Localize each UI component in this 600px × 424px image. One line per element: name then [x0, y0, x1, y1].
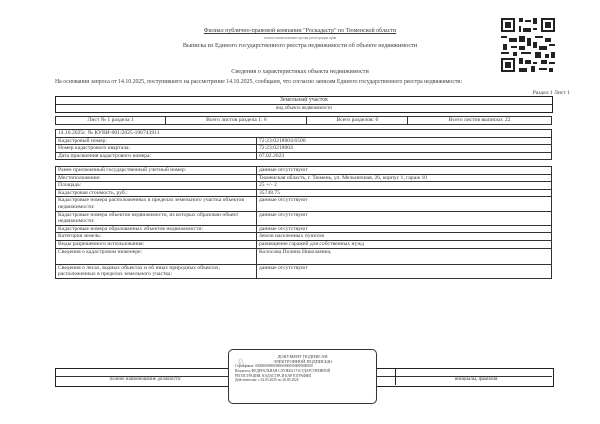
field-label: Кадастровая стоимость, руб.: [56, 189, 257, 197]
field-value: данные отсутствуют [257, 211, 552, 225]
field-value: Колосова Полина Николаевна, [257, 248, 552, 264]
field-label: Номер кадастрового квартала: [56, 145, 257, 153]
stamp-title: ДОКУМЕНТ ПОДПИСАН [277, 354, 328, 359]
table-row [56, 152, 552, 160]
stamp-certificate: Сертификат: 00000000000000000000000000000000 [235, 364, 313, 369]
electronic-signature-stamp [228, 349, 377, 404]
field-label: Кадастровые номера образованных объектов недвижимости: [56, 225, 257, 233]
table-row [56, 145, 552, 153]
sections-total: Всего разделов: 6 [307, 117, 408, 125]
table-row [56, 137, 552, 145]
field-value: 25 +/- 2 [257, 182, 552, 190]
organization-caption: полное наименование органа регистрации прав [263, 36, 337, 40]
sheets-table [55, 116, 552, 125]
field-label: Виды разрешенного использования: [56, 240, 257, 248]
sheet-number: Лист № 1 раздела 1 [56, 117, 166, 125]
field-value: данные отсутствуют [257, 225, 552, 233]
request-basis: На основании запроса от 14.10.2025, поступившего на рассмотрение 14.10.2025, сообщаем, что согласно записям Единого государственного реестра недвижимости: [55, 79, 463, 85]
qr-code-icon [499, 16, 557, 74]
table-row [56, 167, 552, 175]
sheets-in-section: Всего листов раздела 1: 6 [166, 117, 307, 125]
field-label: Категория земель: [56, 233, 257, 241]
field-label: Сведения о лесах, водных объектах и об иных природных объектах, расположенных в пределах земельного участка: [56, 264, 257, 278]
emblem-icon: ♘ [237, 357, 246, 367]
field-label: Дата присвоения кадастрового номера: [56, 152, 257, 160]
field-label: Кадастровые номера расположенных в пределах земельного участка объектов недвижимости: [56, 197, 257, 211]
details-table [55, 166, 552, 279]
field-label: Кадастровый номер: [56, 137, 257, 145]
field-label: Местоположение: [56, 174, 257, 182]
sheets-total: Всего листов выписки: 22 [408, 117, 552, 125]
extract-title: Выписка из Единого государственного реестра недвижимости об объекте недвижимости [182, 42, 418, 49]
table-row [56, 240, 552, 248]
object-type-box [55, 96, 553, 113]
field-label: Ранее присвоенный государственный учетный номер: [56, 167, 257, 175]
stamp-title-2: ЭЛЕКТРОННОЙ ПОДПИСЬЮ [273, 359, 332, 365]
table-row [56, 197, 552, 211]
table-row [56, 233, 552, 241]
object-type-caption: вид объекта недвижимости [56, 104, 552, 112]
table-row [56, 174, 552, 182]
field-value: 72:23:0218004 [257, 145, 552, 153]
object-type: Земельный участок [280, 97, 328, 103]
section-label: Раздел 1 Лист 1 [532, 90, 570, 96]
organization-name: Филиал публично-правовой компании "Роскадастр" по Тюменской области [203, 28, 397, 34]
field-value: 35748.75 [257, 189, 552, 197]
stamp-validity: Действителен: с 02.03.2025 по 26.05.2026 [235, 378, 299, 383]
field-label: Сведения о кадастровом инженере: [56, 248, 257, 264]
signature-column-divider [395, 368, 396, 385]
name-caption: инициалы, фамилия [454, 377, 498, 382]
document-subtitle: Сведения о характеристиках объекта недвижимости [231, 68, 369, 75]
position-caption: полное наименование должности [109, 377, 181, 382]
stamp-owner: Владелец: ФЕДЕРАЛЬНАЯ СЛУЖБА ГОСУДАРСТВЕННОЙ [235, 369, 331, 373]
field-value: 72:23:0218004:6508 [257, 137, 552, 145]
stamp-owner-2: РЕГИСТРАЦИИ, КАДАСТРА И КАРТОГРАФИИ [235, 373, 311, 378]
table-row [56, 248, 552, 264]
table-row [56, 225, 552, 233]
field-value: Земли населенных пунктов [257, 233, 552, 241]
field-value: размещение гаражей для собственных нужд [257, 240, 552, 248]
field-value: данные отсутствуют [257, 167, 552, 175]
table-row [56, 211, 552, 225]
field-value: Тюменская область, г. Тюмень, ул. Мельничная, 26, корпус 1, гараж 10 [257, 174, 552, 182]
field-label: Площадь: [56, 182, 257, 190]
field-value: 07.02.2023 [257, 152, 552, 160]
field-value: данные отсутствуют [257, 197, 552, 211]
identification-table [55, 129, 552, 160]
field-label: Кадастровые номера объектов недвижимости, из которых образован объект недвижимости: [56, 211, 257, 225]
request-number: 14.10.2025г. № КУВИ-001/2025-196743911 [56, 130, 552, 138]
table-row [56, 189, 552, 197]
field-value: данные отсутствуют [257, 264, 552, 278]
table-row [56, 182, 552, 190]
table-row [56, 264, 552, 278]
